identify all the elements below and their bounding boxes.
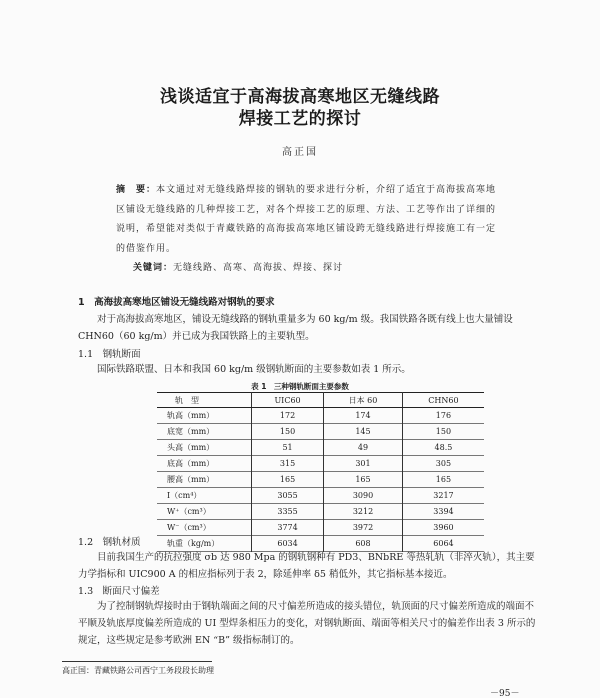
table-cell: 轨高（mm） bbox=[167, 411, 215, 420]
footnote-divider bbox=[62, 661, 212, 662]
table-cell: 315 bbox=[252, 456, 324, 472]
table-cell: 轨重（kg/m） bbox=[167, 539, 220, 548]
keywords-label: 关键词： bbox=[133, 263, 174, 273]
table-cell: 腰高（mm） bbox=[167, 475, 215, 484]
keywords-block bbox=[133, 259, 515, 279]
table-row bbox=[157, 408, 484, 424]
table-cell: 150 bbox=[252, 424, 324, 440]
table-header-row bbox=[157, 393, 484, 408]
section-1-1-heading: 1.1 钢轨断面 bbox=[78, 349, 141, 360]
table-cell: 608 bbox=[324, 536, 403, 552]
abstract-text: 本文通过对无缝线路焊接的钢轨的要求进行分析，介绍了适宜于高海拔高寒地区铺设无缝线路的几种焊接工艺，对各个焊接工艺的原理、方法、工艺等作出了详细的说明，希望能对类似于青藏铁路的高海拔高寒地区铺设跨无缝线路进行焊接施工有一定的借鉴作用。 bbox=[116, 185, 497, 254]
section-1-3-paragraph: 为了控制钢轨焊接时由于钢轨端面之间的尺寸偏差所造成的接头错位，轨顶面的尺寸偏差所造成的端面不平顺及轨底厚度偏差所造成的 UI 型焊条相压力的变化，对钢轨断面、端面等相关尺寸的偏差作出表 3 所示的规定，这些规定是参考欧洲 EN “B” 级指标制订的。 bbox=[78, 601, 536, 646]
table-cell: 3055 bbox=[252, 488, 324, 504]
table-row bbox=[157, 456, 484, 472]
table-row bbox=[157, 440, 484, 456]
table-cell: 3972 bbox=[324, 520, 403, 536]
table-cell: 301 bbox=[324, 456, 403, 472]
article-title-line-1: 浅谈适宜于高海拔高寒地区无缝线路 bbox=[160, 87, 440, 107]
abstract-label: 摘 要： bbox=[116, 185, 157, 195]
table-cell: 3212 bbox=[324, 504, 403, 520]
table-cell: W⁻（cm³） bbox=[167, 523, 211, 532]
table-header-cell: CHN60 bbox=[402, 393, 484, 408]
table-row bbox=[157, 488, 484, 504]
section-1-paragraph: 对于高海拔高寒地区，铺设无缝线路的钢轨重量多为 60 kg/m 级。我国铁路各既有线上也大量铺设 CHN60（60 kg/m）并已成为我国铁路上的主要轨型。 bbox=[78, 314, 513, 342]
table-cell: 165 bbox=[402, 472, 484, 488]
page-number: －95－ bbox=[490, 689, 520, 699]
table-cell: 48.5 bbox=[402, 440, 484, 456]
table-cell: 165 bbox=[252, 472, 324, 488]
keywords-text: 无缝线路、高寒、高海拔、焊接、探讨 bbox=[173, 263, 344, 273]
table-header-cell: UIC60 bbox=[252, 393, 324, 408]
table-cell: 3394 bbox=[402, 504, 484, 520]
table-cell: 底宽（mm） bbox=[167, 427, 215, 436]
section-1-2-paragraph: 目前我国生产的抗拉强度 σb 达 980 Mpa 的钢轨钢种有 PD3、BNbRE 等热轧轨（非淬火轨），其主要力学指标和 UIC900 A 的相应指标列于表 2，除延伸率 δ5 稍低外，其它指标基本接近。 bbox=[78, 552, 535, 580]
section-1-2-heading: 1.2 钢轨材质 bbox=[78, 537, 141, 548]
author-name: 高正国 bbox=[282, 147, 318, 158]
table-cell: 3960 bbox=[402, 520, 484, 536]
table-row bbox=[157, 424, 484, 440]
table-cell: 174 bbox=[324, 408, 403, 424]
section-1-1-paragraph: 国际铁路联盟、日本和我国 60 kg/m 级钢轨断面的主要参数如表 1 所示。 bbox=[97, 364, 411, 375]
section-1-heading: 1 高海拔高寒地区铺设无缝线路对钢轨的要求 bbox=[78, 297, 275, 308]
table-cell: 3217 bbox=[402, 488, 484, 504]
table-1-caption: 表 1 三种钢轨断面主要参数 bbox=[251, 382, 349, 391]
table-cell: 176 bbox=[402, 408, 484, 424]
table-cell: 305 bbox=[402, 456, 484, 472]
footnote: 高正国：青藏铁路公司西宁工务段段长助理 bbox=[62, 666, 214, 675]
table-cell: 3355 bbox=[252, 504, 324, 520]
table-cell: 165 bbox=[324, 472, 403, 488]
table-cell: 头高（mm） bbox=[167, 443, 215, 452]
table-cell: 6034 bbox=[252, 536, 324, 552]
table-row bbox=[157, 520, 484, 536]
table-cell: 49 bbox=[324, 440, 403, 456]
table-cell: 底高（mm） bbox=[167, 459, 215, 468]
table-cell: 6064 bbox=[402, 536, 484, 552]
table-cell: 3090 bbox=[324, 488, 403, 504]
table-cell: 3774 bbox=[252, 520, 324, 536]
table-header-cell: 日本 60 bbox=[324, 393, 403, 408]
table-cell: 172 bbox=[252, 408, 324, 424]
table-row bbox=[157, 504, 484, 520]
table-cell: 150 bbox=[402, 424, 484, 440]
table-cell: 51 bbox=[252, 440, 324, 456]
table-1 bbox=[157, 392, 484, 552]
abstract-block bbox=[116, 181, 498, 259]
section-1-3-heading: 1.3 断面尺寸偏差 bbox=[78, 586, 160, 597]
table-cell: 145 bbox=[324, 424, 403, 440]
article-title-line-2: 焊接工艺的探讨 bbox=[238, 109, 362, 129]
table-row bbox=[157, 472, 484, 488]
table-cell: W⁺（cm³） bbox=[167, 507, 211, 516]
table-cell: I（cm⁴） bbox=[167, 491, 202, 500]
table-header-cell: 轨 型 bbox=[157, 393, 252, 408]
